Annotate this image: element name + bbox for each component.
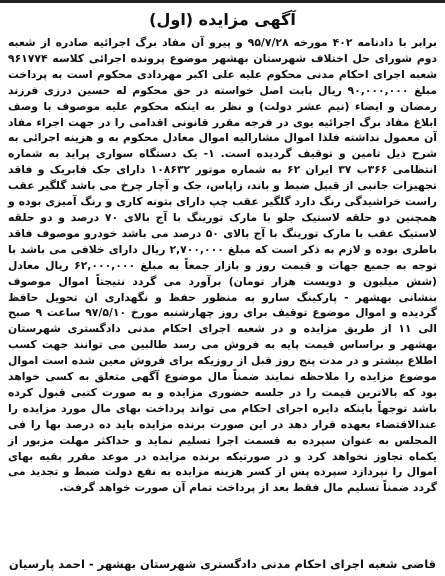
notice-signature: قاضی شعبه اجرای احکام مدنی دادگستری شهرستان بهشهر - احمد پارسیان <box>8 557 437 571</box>
notice-title: آگهی مزایده (اول) <box>149 10 296 29</box>
notice-body: برابر با دادنامه ۴۰۲ مورخه ۹۵/۷/۲۸ و پیرو آن مفاد برگ اجرائیه صادره از شعبه دوم شورای حل اختلاف شهرستان بهشهر موضوع پرونده اجرائی کلاسه ۹۶۱۷۷۴ شعبه اجرای احکام مدنی محکوم علیه علی اکبر مهردادی محکوم است به پرداخت مبلغ ۹۰,۰۰۰,۰۰۰ ریال بابت اصل خواسته در حق محکوم له حسین درزی فرزند رمضان و ایضاء (نیم عشر دولت) و نظر به اینکه محکوم علیه موصوف با وصف ابلاغ مفاد برگ اجرائیه یوی در فرجه مقرر قانونی اقدامی را در جهت اجراء مفاد آن معمول نداشته فلذا اموال مشارالیه اموال معادل محکوم به و هزینه اجرائی به شرح ذیل تامین و توقیف گردیده است. ۱- یک دستگاه سواری پراید به شماره انتظامی ۳۶۶ب ۳۷ ایران ۶۲ به شماره موتور ۱۰۸۶۳۲ دارای جک فابریک و فاقد تجهیزات جانبی از قبیل ضبط و باند، زاپاس، جک و آچار چرخ می باشد گلگیر عقب راست خراشیدگی رنگ دارد گلگیر عقب چپ دارای بتونه کاری و رنگ آمیزی بوده و همچنین دو حلقه لاستیک جلو با مارک تورینگ با آج بالای ۷۰ درصد و دو حلقه لاستیک عقب با مارک تورینگ با آج بالای ۵۰ درصد می باشد خودرو موصوف فاقد باطری بوده و لازم به ذکر است که مبلغ ۲,۷۰۰,۰۰۰ ریال دارای خلافی می باشد با توجه به جمیع جهات و قیمت روز و بازار جمعاً به مبلغ ۶۲,۰۰۰,۰۰۰ ریال معادل (شش میلیون و دویست هزار تومان) برآورد می گردد نتیجتاً اموال موصوف بنشانی بهشهر - پارکینگ سارو به منظور حفظ و نگهداری ان تحویل حافظ گردیده و اموال موضوع توقیف برای روز چهارشنبه مورخ ۹۷/۵/۱۰ ساعت ۹ صبح الی ۱۱ از طریق مزایده و در شعبه اجرای احکام مدنی دادگستری شهرستان بهشهر و براساس قیمت پایه به فروش می رسد طالبین می توانند جهت کسب اطلاع بیشتر و در مدت پنج روز قبل از روزیکه برای فروش معین شده است اموال موضوع مزایده را ملاحظه نمایند ضمناً مال موضوع آگهی متعلق به کسی خواهد بود که بالاترین قیمت را در جلسه حضوری مزایده و به صورت کتبی قبول کرده باشد توجهاً باینکه دایره اجرای احکام می تواند پرداخت بهای مال مورد مزایده را عندالاقتضاء بعهده قرار دهد در این صورت برنده مزایده باید ده درصد بها را فی المجلس به عنوان سپرده به قسمت اجرا تسلیم نماید و حداکثر مهلت مزبور از یکماه تجاوز نخواهد کرد و در صورتیکه برنده مزایده در موعد مقرر بقیه بهای اموال را نپردازد سپرده پس از کسر هزینه مزایده به نفع دولت ضبط و تجدید می گردد ضمناً تسلیم مال فقط بعد از پرداخت تمام آن صورت خواهد گرفت. <box>8 36 438 495</box>
